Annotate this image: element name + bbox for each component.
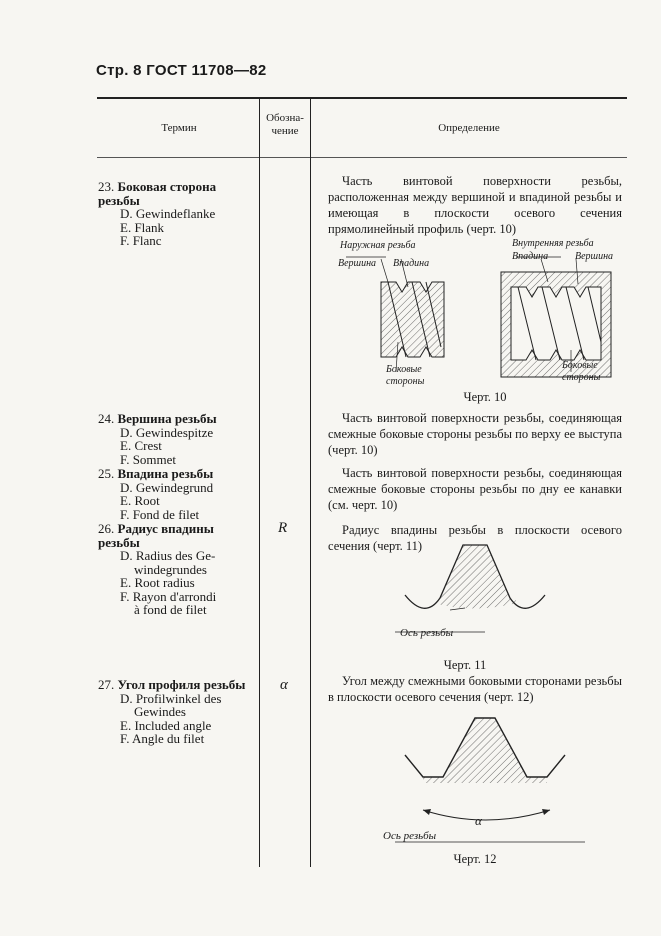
figure-10-caption: Черт. 10 <box>463 390 507 404</box>
column-divider-2 <box>310 97 311 867</box>
term-entry-27: 27. Угол профиля резьбы D. Profilwinkel des Gewindes E. Included angle F. Angle du filet <box>98 677 246 746</box>
table-top-rule <box>97 97 627 99</box>
fig10-crest-label: Вершина <box>338 258 377 269</box>
fig10-flanks2-label: Боковые стороны <box>562 360 601 383</box>
term-entry-23: 23. Боковая сторона резьбы D. Gewindeflanke E. Flank F. Flanc <box>98 179 217 248</box>
figure-11-drawing <box>385 540 575 640</box>
symbol-26: R <box>278 520 288 536</box>
page-header <box>96 62 267 79</box>
fig11-axis-label: Ось резьбы <box>400 627 454 639</box>
definition-27: Угол между смежными боковыми сторонами резьбы в плоскости осевого сечения (черт. 12) <box>328 674 622 704</box>
fig10-root-label: Впадина <box>393 258 430 269</box>
figure-12-caption: Черт. 12 <box>453 852 497 866</box>
term-title: Впадина резьбы <box>117 466 214 481</box>
definition-26: Радиус впадины резьбы в плоскости осевого сечения (черт. 11) <box>328 523 622 553</box>
column-heading-symbol: Обозна- чение <box>266 112 304 137</box>
column-divider-1 <box>259 97 260 867</box>
fig10-external-label: Наружная резьба <box>340 240 416 251</box>
fig10-internal-label: Внутренняя резьба <box>512 238 594 249</box>
definition-25: Часть винтовой поверхности резьбы, соединяющая смежные боковые стороны резьбы по дну ее канавки (см. черт. 10) <box>328 466 622 512</box>
term-title: Радиус впадины резьбы <box>98 521 214 550</box>
symbol-27: α <box>280 677 288 693</box>
column-heading-term: Термин <box>161 122 197 134</box>
table-header-rule <box>97 157 627 158</box>
term-title: Боковая сторона резьбы <box>98 179 217 208</box>
fig12-axis-label: Ось резьбы <box>383 830 437 842</box>
figure-12-drawing <box>395 715 595 845</box>
term-title: Вершина резьбы <box>117 411 217 426</box>
fig12-alpha-label: α <box>475 813 482 828</box>
term-entry-24: 24. Вершина резьбы D. Gewindespitze E. Crest F. Sommet <box>98 411 217 467</box>
page-number: Стр. 8 <box>96 62 142 79</box>
column-heading-definition: Определение <box>438 122 500 134</box>
figure-11-caption: Черт. 11 <box>443 658 487 672</box>
fig10-flanks-label: Боковые стороны <box>386 364 425 387</box>
term-title: Угол профиля резьбы <box>117 677 246 692</box>
definition-24: Часть винтовой поверхности резьбы, соединяющая смежные боковые стороны резьбы по верху ее выступа (черт. 10) <box>328 411 622 457</box>
fig10-crest2-label: Вершина <box>575 251 614 262</box>
definition-23: Часть винтовой поверхности резьбы, расположенная между вершиной и впадиной резьбы и имеющая в плоскости осевого сечения прямолинейный профиль (черт. 10) <box>328 174 622 236</box>
standard-code: ГОСТ 11708—82 <box>146 62 267 79</box>
term-entry-26: 26. Радиус впадины резьбы D. Radius des Ge- windegrundes E. Root radius F. Rayon d'arrondi à fond de filet <box>98 521 217 617</box>
fig10-root2-label: Впадина <box>512 251 549 262</box>
term-entry-25: 25. Впадина резьбы D. Gewindegrund E. Root F. Fond de filet <box>98 466 214 522</box>
